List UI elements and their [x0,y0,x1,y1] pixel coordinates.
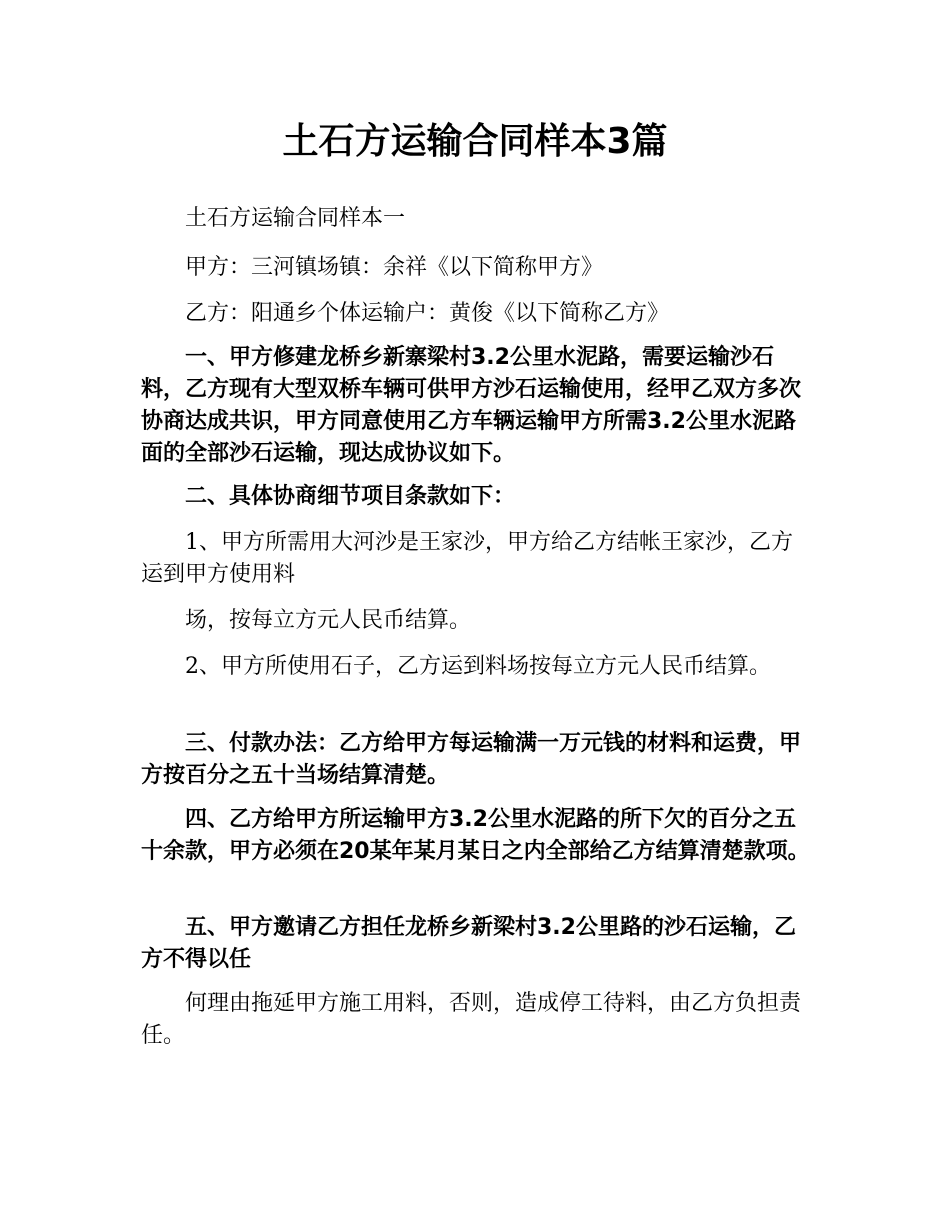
party-b-line: 乙方：阳通乡个体运输户：黄俊《以下简称乙方》 [185,301,670,326]
clause-three: 三、付款办法：乙方给甲方每运输满一万元钱的材料和运费，甲方按百分之五十当场结算清楚。 [141,731,802,788]
item-one-continued: 场，按每立方元人民币结算。 [185,608,472,633]
clause-four: 四、乙方给甲方所运输甲方3.2公里水泥路的所下欠的百分之五十余款，甲方必须在20某年某月某日之内全部给乙方结算清楚款项。 [141,807,810,864]
clause-two: 二、具体协商细节项目条款如下： [185,484,516,509]
clause-one: 一、甲方修建龙桥乡新寨梁村3.2公里水泥路，需要运输沙石料，乙方现有大型双桥车辆可供甲方沙石运输使用，经甲乙双方多次协商达成共识，甲方同意使用乙方车辆运输甲方所需3.2公里水泥路面的全部沙石运输，现达成协议如下。 [141,345,802,466]
item-one: 1、甲方所需用大河沙是王家沙，甲方给乙方结帐王家沙，乙方运到甲方使用料 [141,530,793,587]
party-a-line: 甲方：三河镇场镇：余祥《以下简称甲方》 [185,255,604,280]
section-heading-sample-one: 土石方运输合同样本一 [185,206,406,231]
document-title: 土石方运输合同样本3篇 [282,121,668,162]
clause-five-continued: 何理由拖延甲方施工用料，否则，造成停工待料，由乙方负担责任。 [141,991,802,1048]
clause-five: 五、甲方邀请乙方担任龙桥乡新梁村3.2公里路的沙石运输，乙方不得以任 [141,915,796,972]
item-two: 2、甲方所使用石子，乙方运到料场按每立方元人民币结算。 [185,654,771,679]
